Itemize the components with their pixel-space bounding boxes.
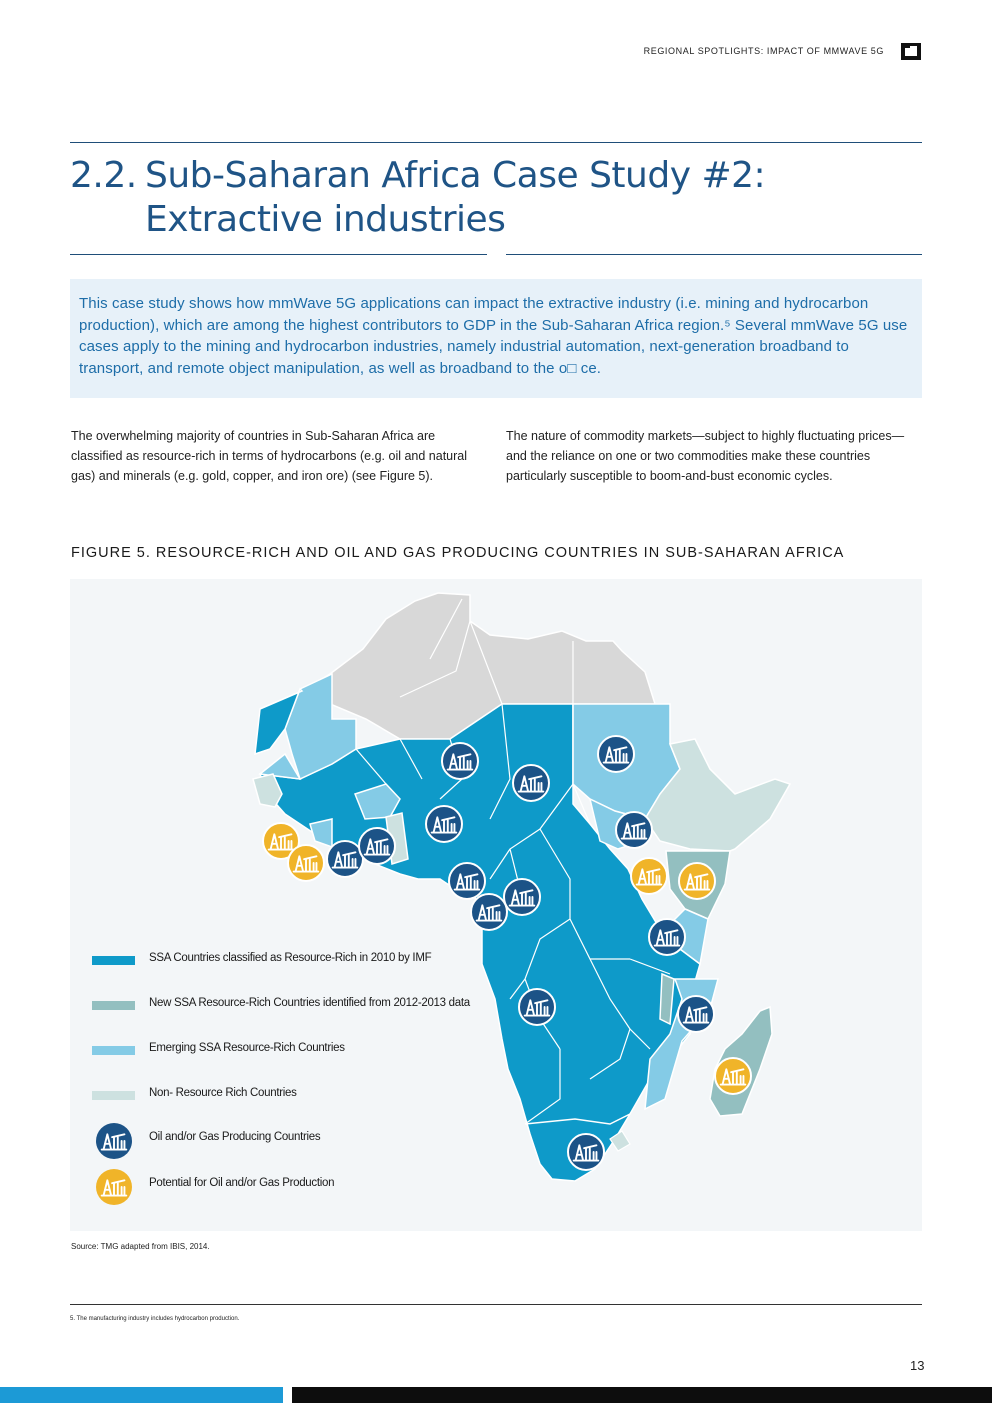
legend-label: Non- Resource Rich Countries bbox=[149, 1087, 297, 1099]
oil-rig-icon bbox=[715, 1058, 751, 1094]
figure-title: FIGURE 5. RESOURCE-RICH AND OIL AND GAS PRODUCING COUNTRIES IN SUB-SAHARAN AFRICA bbox=[71, 545, 845, 561]
legend-label: Oil and/or Gas Producing Countries bbox=[149, 1131, 321, 1143]
oil-rig-icon bbox=[598, 736, 634, 772]
oil-rig-icon bbox=[442, 743, 478, 779]
oil-rig-icon bbox=[568, 1134, 604, 1170]
oil-rig-icon bbox=[426, 806, 462, 842]
oil-rig-icon bbox=[94, 1121, 134, 1161]
oil-rig-icon bbox=[616, 812, 652, 848]
oil-rig-icon bbox=[94, 1167, 134, 1207]
oil-rig-icon bbox=[359, 828, 395, 864]
map-figure bbox=[70, 579, 922, 1231]
legend-swatch bbox=[92, 1091, 135, 1100]
title-line-1: Sub-Saharan Africa Case Study #2: bbox=[145, 155, 766, 196]
oil-rig-icon bbox=[288, 845, 324, 881]
oil-rig-icon bbox=[678, 996, 714, 1032]
oil-rig-icon bbox=[631, 858, 667, 894]
legend-label: SSA Countries classified as Resource-Rich in 2010 by IMF bbox=[149, 952, 432, 964]
footnote-rule bbox=[70, 1304, 922, 1305]
figure-source: Source: TMG adapted from IBIS, 2014. bbox=[71, 1242, 210, 1251]
page-title bbox=[70, 154, 765, 242]
page-number: 13 bbox=[910, 1358, 925, 1373]
oil-rig-icon bbox=[649, 919, 685, 955]
oil-rig-icon bbox=[327, 841, 363, 877]
intro-text: This case study shows how mmWave 5G applications can impact the extractive industry (i.e. mining and hydrocarbon production), which are among the highest contributors to GDP in the Sub-Saharan Africa region.⁵ Several mmWave 5G use cases apply to the mining and hydrocarbon industries, namely industrial automation, next-generation broadband to transport, and remote object manipulation, as well as broadband to the o□ ce. bbox=[79, 295, 908, 378]
legend-label: New SSA Resource-Rich Countries identified from 2012-2013 data bbox=[149, 997, 470, 1009]
intro-callout bbox=[70, 279, 922, 398]
legend-label: Potential for Oil and/or Gas Production bbox=[149, 1177, 335, 1189]
body-column-right: The nature of commodity markets—subject to highly fluctuating prices—and the reliance on one or two commodities make these countries particularly susceptible to boom-and-bust economic cycles. bbox=[506, 429, 905, 483]
oil-rig-icon bbox=[471, 894, 507, 930]
title-top-rule bbox=[70, 142, 922, 143]
legend-swatch bbox=[92, 956, 135, 965]
footnote: 5. The manufacturing industry includes hydrocarbon production. bbox=[70, 1316, 240, 1322]
footer-bar-black bbox=[292, 1387, 992, 1403]
title-bottom-rule-left bbox=[70, 254, 487, 255]
section-label: REGIONAL SPOTLIGHTS: IMPACT OF MMWAVE 5G bbox=[643, 46, 884, 56]
legend-swatch bbox=[92, 1046, 135, 1055]
oil-rig-icon bbox=[504, 879, 540, 915]
publisher-logo-icon bbox=[901, 43, 921, 60]
footer-bar-blue bbox=[0, 1387, 283, 1403]
oil-rig-icon bbox=[513, 765, 549, 801]
oil-rig-icon bbox=[679, 863, 715, 899]
title-line-2: Extractive industries bbox=[145, 199, 506, 240]
title-bottom-rule-right bbox=[506, 254, 922, 255]
legend-swatch bbox=[92, 1001, 135, 1010]
legend-label: Emerging SSA Resource-Rich Countries bbox=[149, 1042, 345, 1054]
section-number: 2.2. bbox=[70, 155, 137, 196]
oil-rig-icon bbox=[519, 989, 555, 1025]
body-column-left: The overwhelming majority of countries in Sub-Saharan Africa are classified as resource-rich in terms of hydrocarbons (e.g. oil and natural gas) and minerals (e.g. gold, copper, and iron ore) (see Figure 5). bbox=[71, 429, 468, 483]
oil-rig-icon bbox=[449, 863, 485, 899]
